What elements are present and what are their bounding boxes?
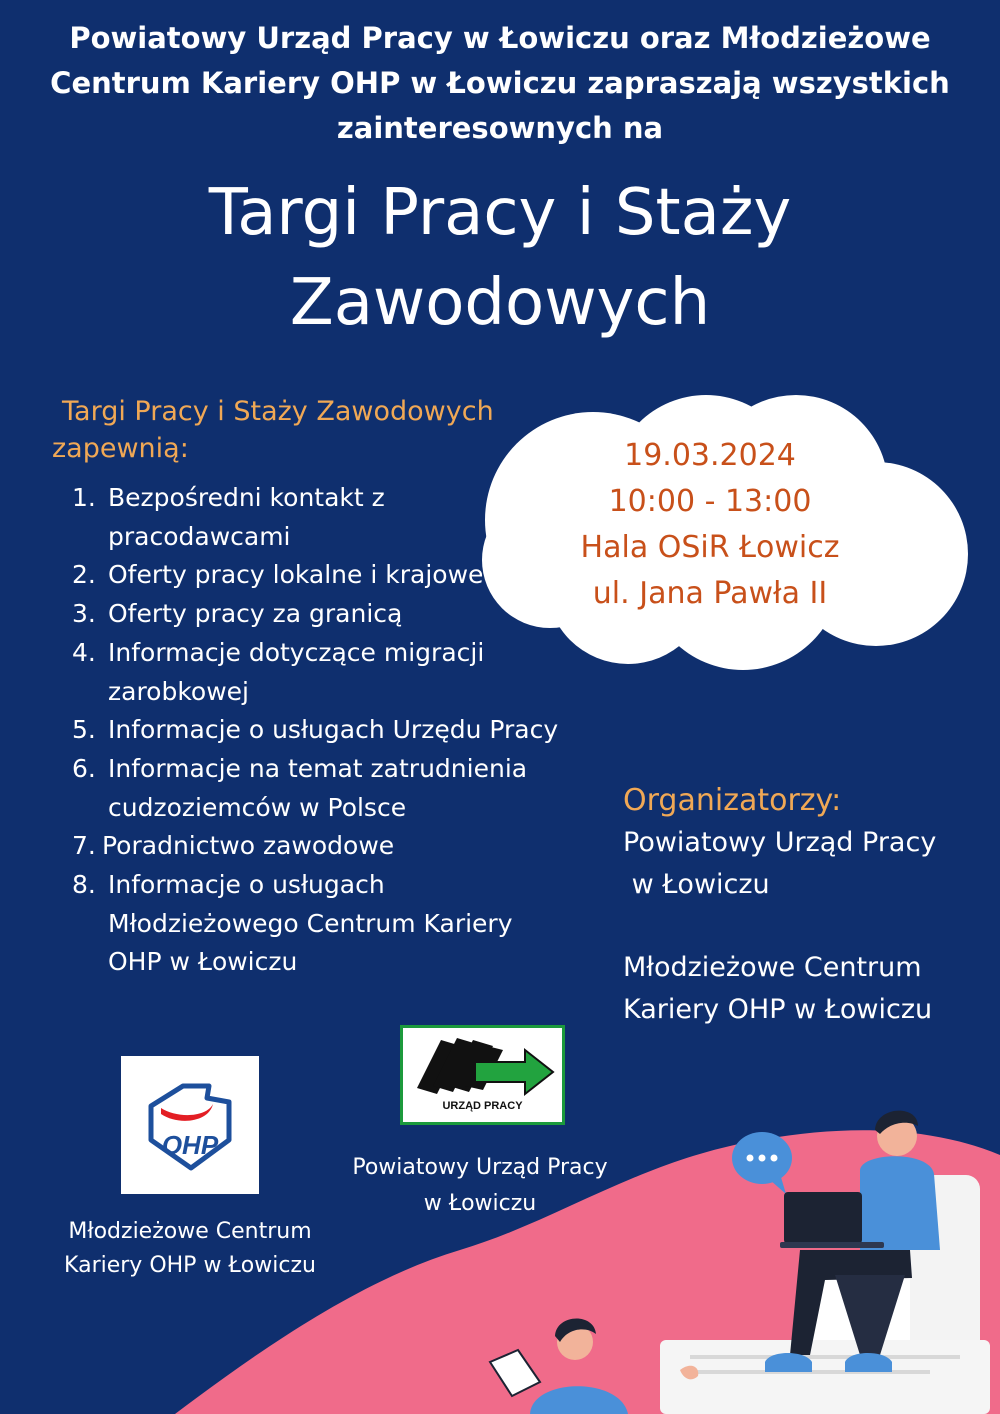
event-street: ul. Jana Pawła II [592, 576, 828, 611]
list-number: 6. [72, 753, 96, 783]
list-item [72, 711, 602, 750]
event-venue: Hala OSiR Łowicz [580, 530, 840, 565]
list-number: 7. [72, 831, 96, 861]
features-lead [52, 393, 552, 467]
caption-line: w Łowiczu [423, 1191, 537, 1216]
intro-line: zainteresownych na [336, 111, 664, 145]
caption-line: Powiatowy Urząd Pracy [352, 1155, 608, 1180]
event-details [540, 433, 880, 617]
illustration-scene [0, 1100, 1000, 1414]
lead-line: zapewnią: [52, 433, 189, 464]
list-number: 2. [72, 560, 96, 590]
urzad-pracy-mark: URZĄD PRACY [442, 1100, 523, 1112]
ohp-mark-text: OHP [161, 1130, 219, 1160]
organizers-heading: Organizatorzy: [623, 783, 842, 818]
list-text: Oferty pracy lokalne i krajowe [108, 560, 484, 590]
lead-line: Targi Pracy i Staży Zawodowych [62, 396, 494, 427]
list-text: Informacje na temat zatrudnienia [108, 753, 528, 783]
caption-line: Kariery OHP w Łowiczu [64, 1253, 316, 1278]
list-text: Informacje o usługach Urzędu Pracy [108, 715, 559, 745]
list-text: pracodawcami [108, 521, 291, 551]
list-text: Bezpośredni kontakt z [108, 483, 385, 512]
list-number: 3. [72, 599, 96, 629]
intro-text [30, 16, 970, 151]
event-time: 10:00 - 13:00 [608, 484, 812, 519]
list-number: 4. [72, 637, 96, 667]
organizer-line: w Łowiczu [623, 869, 770, 900]
intro-line: Powiatowy Urząd Pracy w Łowiczu oraz Młodzieżowe [69, 21, 931, 55]
list-item [72, 750, 602, 827]
list-text: OHP w Łowiczu [108, 947, 298, 977]
list-text: Informacje o usługach [108, 870, 385, 900]
event-date: 19.03.2024 [624, 438, 796, 473]
organizer-line: Kariery OHP w Łowiczu [623, 994, 933, 1025]
page-title [0, 168, 1000, 348]
caption-line: Młodzieżowe Centrum [68, 1219, 312, 1244]
organizer-line: Młodzieżowe Centrum [623, 952, 922, 983]
list-text: cudzoziemców w Polsce [108, 792, 407, 822]
list-number: 5. [72, 715, 96, 745]
organizer-line: Powiatowy Urząd Pracy [623, 827, 937, 858]
list-text: Młodzieżowego Centrum Kariery [108, 908, 513, 938]
list-text: zarobkowej [108, 676, 249, 706]
title-line: Targi Pracy i Staży [208, 176, 792, 250]
list-text: Poradnictwo zawodowe [102, 831, 395, 861]
title-line: Zawodowych [289, 266, 711, 340]
list-text: Oferty pracy za granicą [108, 599, 403, 629]
list-item [72, 866, 602, 982]
intro-line: Centrum Kariery OHP w Łowiczu zapraszają wszystkich [50, 66, 950, 100]
list-number: 8. [72, 870, 96, 900]
organizers [623, 780, 993, 1031]
list-text: Informacje dotyczące migracji [108, 637, 485, 667]
list-item [72, 827, 602, 866]
list-number: 1. [72, 483, 96, 512]
